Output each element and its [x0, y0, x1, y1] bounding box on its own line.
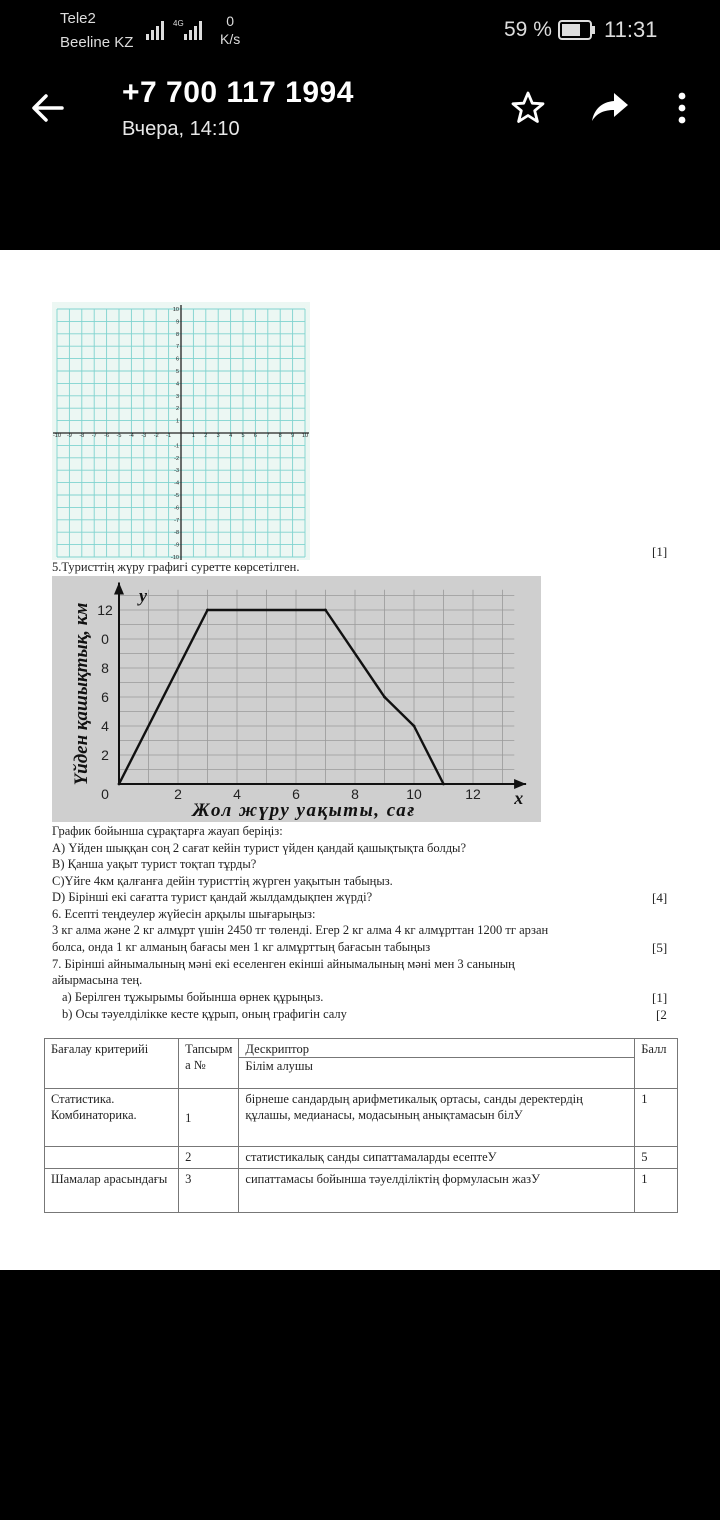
x-tick-label: 1: [191, 433, 195, 439]
net-speed-value: 0: [226, 13, 235, 29]
share-forward-icon[interactable]: [590, 90, 630, 124]
graph-data-point: [324, 609, 327, 612]
y-tick-label: 10: [172, 307, 179, 313]
x-tick-label: -1: [166, 433, 172, 439]
graph-data-point: [383, 696, 386, 699]
y-tick-label: -9: [174, 542, 179, 549]
x-tick-label: 4: [229, 433, 233, 439]
clock: 11:31: [604, 17, 658, 42]
document-image[interactable]: [0, 250, 720, 1270]
y-tick-label: -4: [174, 480, 179, 487]
y-tick-label: 1: [175, 418, 179, 425]
graph-y-tick-label: 4: [101, 718, 109, 734]
table-cell: 3: [179, 1169, 239, 1213]
y-tick-label: -2: [174, 455, 179, 462]
x-tick-label: -9: [66, 433, 72, 439]
table-row: [45, 1039, 678, 1089]
table-header-cell: Тапсырм а №: [179, 1039, 239, 1089]
more-vert-icon[interactable]: [672, 90, 692, 126]
battery-icon: [558, 20, 596, 40]
table-cell: [45, 1147, 179, 1169]
doc-line: 3 кг алма және 2 кг алмұрт үшін 2450 тг төленді. Егер 2 кг алма 4 кг алмұрттан 1200 тг арзан: [52, 923, 549, 937]
doc-line: A) Үйден шыққан соң 2 сағат кейін турист үйден қандай қашықтықта болды?: [52, 841, 466, 855]
doc-line: болса, онда 1 кг алманың бағасы мен 1 кг алмұрттың бағасын табыңыз: [52, 940, 431, 954]
signal-icon: [146, 18, 210, 42]
x-tick-label: -3: [141, 433, 147, 439]
table-cell: 2: [179, 1147, 239, 1169]
table-cell: Шамалар арасындағы: [45, 1169, 179, 1213]
battery-percent: 59 %: [504, 18, 552, 41]
table-header-cell: [239, 1039, 635, 1089]
x-tick-label: 8: [278, 433, 282, 439]
graph-y-label: Үйден қашықтық, км: [71, 602, 92, 786]
graph-y-letter: y: [139, 585, 147, 606]
x-tick-label: -8: [79, 433, 85, 439]
graph-x-tick-label: 2: [174, 786, 182, 802]
x-tick-label: 9: [291, 433, 295, 439]
x-tick-label: 2: [204, 433, 208, 439]
carrier-1: Tele2: [60, 10, 96, 27]
x-tick-label: 3: [216, 433, 220, 439]
y-tick-label: -5: [174, 493, 179, 499]
descriptor-subheading: Білім алушы: [239, 1057, 634, 1074]
graph-y-tick-label: 12: [97, 602, 113, 618]
table-cell: 1: [635, 1089, 678, 1147]
y-tick-label: 4: [175, 381, 179, 388]
doc-line: а) Берілген тұжырымы бойынша өрнек құрыңыз.: [62, 990, 324, 1004]
q5-intro: 5.Туристтің жүру графигі суретте көрсетілген.: [52, 560, 300, 574]
svg-text:4G: 4G: [173, 19, 184, 28]
x-tick-label: 6: [253, 433, 257, 439]
graph-x-label: Жол жүру уақыты, сағ: [192, 800, 416, 821]
doc-line: b) Осы тәуелділікке кесте құрып, оның графигін салу: [62, 1007, 347, 1021]
doc-line: 6. Есепті теңдеулер жүйесін арқылы шығарыңыз:: [52, 907, 316, 921]
y-tick-label: -10: [171, 555, 179, 560]
graph-x-tick-label: 0: [101, 786, 109, 802]
x-tick-label: -6: [104, 433, 110, 439]
x-tick-label: -10: [53, 433, 61, 439]
graph-x-tick-label: 8: [351, 786, 359, 802]
doc-line: айырмасына тең.: [52, 973, 143, 987]
graph-x-tick-label: 10: [406, 786, 422, 802]
table-cell: 5: [635, 1147, 678, 1169]
x-tick-label: -7: [91, 433, 97, 439]
travel-graph: [52, 576, 541, 822]
table-cell: статистикалық санды сипаттамаларды есептеУ: [239, 1147, 635, 1169]
y-tick-label: -8: [174, 530, 179, 537]
coordinate-grid-figure: [52, 302, 310, 560]
y-tick-label: 8: [175, 331, 179, 338]
table-header-cell: Балл: [635, 1039, 678, 1089]
net-speed-unit: K/s: [220, 31, 241, 47]
mark-q4: [1]: [652, 544, 668, 559]
graph-data-point: [442, 783, 445, 786]
x-tick-label: 5: [241, 433, 245, 439]
net-speed: [220, 12, 240, 48]
x-tick-label: -4: [128, 433, 134, 439]
y-tick-label: 6: [175, 356, 179, 363]
x-tick-label: -2: [153, 433, 159, 439]
table-cell: Статистика. Комбинаторика.: [45, 1089, 179, 1147]
timestamp: Вчера, 14:10: [122, 118, 240, 140]
doc-line: График бойынша сұрақтарға жауап беріңіз:: [52, 824, 283, 838]
x-tick-label: -5: [116, 433, 122, 439]
table-row: [45, 1147, 678, 1169]
graph-data-point: [413, 725, 416, 728]
table-cell: 1: [635, 1169, 678, 1213]
mark-q7a: [1]: [652, 990, 668, 1005]
table-row: [45, 1169, 678, 1213]
graph-y-tick-label: 2: [101, 747, 109, 763]
page-title: +7 700 117 1994: [122, 76, 354, 109]
x-tick-label: 10: [301, 433, 309, 439]
graph-y-tick-label: 6: [101, 689, 109, 705]
table-cell: 1: [179, 1089, 239, 1147]
table-row: [45, 1089, 678, 1147]
back-arrow-icon[interactable]: [28, 90, 68, 126]
y-tick-label: 9: [175, 319, 179, 326]
graph-x-tick-label: 4: [233, 786, 241, 802]
graph-y-tick-label: 0: [101, 631, 109, 647]
graph-data-point: [206, 609, 209, 612]
graph-y-tick-label: 8: [101, 660, 109, 676]
x-tick-label: 7: [266, 433, 270, 439]
y-tick-label: -3: [174, 468, 179, 475]
descriptor-heading: Дескриптор: [245, 1042, 309, 1056]
y-tick-label: -6: [174, 505, 179, 512]
graph-x-letter: x: [514, 788, 524, 808]
graph-x-tick-label: 6: [292, 786, 300, 802]
graph-x-tick-label: 12: [465, 786, 481, 802]
star-icon[interactable]: [510, 90, 546, 126]
table-cell: сипаттамасы бойынша тәуелділіктің формуласын жазУ: [239, 1169, 635, 1213]
viewer-header: [0, 60, 720, 250]
graph-data-point: [118, 783, 121, 786]
y-tick-label: 3: [175, 393, 179, 400]
y-tick-label: 2: [175, 406, 179, 413]
y-tick-label: -1: [174, 443, 179, 450]
y-tick-label: -7: [174, 517, 179, 524]
table-cell: бірнеше сандардың арифметикалық ортасы, санды деректердің құлашы, медианасы, модасының анықтамасын білУ: [239, 1089, 635, 1147]
y-tick-label: 7: [175, 344, 179, 351]
mark-q5: [4]: [652, 890, 668, 905]
y-tick-label: 5: [175, 369, 179, 375]
status-bar: [0, 0, 720, 60]
doc-line: 7. Бірінші айнымалының мәні екі еселенген екінші айнымалының мәні мен 3 санының: [52, 957, 515, 971]
doc-line: D) Бірінші екі сағатта турист қандай жылдамдықпен жүрді?: [52, 890, 373, 904]
mark-q7b: [2: [656, 1007, 667, 1022]
mark-q6: [5]: [652, 940, 668, 955]
bottom-black-area: [0, 1270, 720, 1520]
doc-line: С)Үйге 4км қалғанға дейін туристтің жүрген уақытын табыңыз.: [52, 874, 393, 888]
criteria-table: [44, 1038, 678, 1213]
carrier-2: Beeline KZ: [60, 34, 134, 51]
table-header-cell: Бағалау критерийі: [45, 1039, 179, 1089]
doc-line: B) Қанша уақыт турист тоқтап тұрды?: [52, 857, 257, 871]
